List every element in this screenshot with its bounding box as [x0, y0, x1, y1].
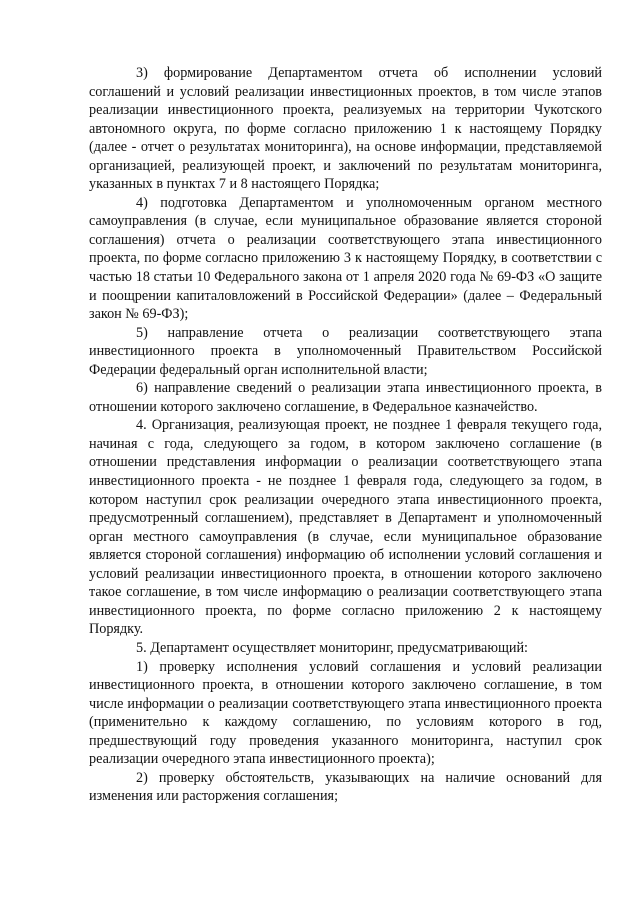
paragraph-clause-5-item-2: 2) проверку обстоятельств, указывающих на наличие оснований для изменения или расторжения соглашения;: [89, 769, 602, 805]
paragraph-clause-5: 5. Департамент осуществляет мониторинг, предусматривающий:: [136, 639, 528, 656]
paragraph-clause-4: 4. Организация, реализующая проект, не позднее 1 февраля текущего года, начиная с года, следующего за годом, в котором заключено соглашение (в отношении представления информации о реализации соответствующего этапа инвестиционного проекта - не позднее 1 февраля года, следующего за годом, в котором наступил срок реализации очередного этапа инвестиционного проекта, предусмотренный соглашением), представляет в Департамент и уполномоченный орган местного самоуправления (в случае, если муниципальное образование является стороной соглашения) информацию об исполнении условий соглашения и условий реализации инвестиционного проекта, в отношении которого заключено такое соглашение, в том числе информацию о реализации соответствующего этапа инвестиционного проекта, по форме согласно приложению 2 к настоящему Порядку.: [89, 417, 602, 638]
paragraph-item-4-preparation: 4) подготовка Департаментом и уполномоченным органом местного самоуправления (в случае, если муниципальное образование является стороной соглашения) отчета о реализации соответствующего этапа инвестиционного проекта, по форме согласно приложению 3 к настоящему Порядку, в соответствии с частью 18 статьи 10 Федерального закона от 1 апреля 2020 года № 69-ФЗ «О защите и поощрении капиталовложений в Российской Федерации» (далее – Федеральный закон № 69-ФЗ);: [89, 194, 602, 323]
paragraph-item-6-treasury: 6) направление сведений о реализации этапа инвестиционного проекта, в отношении которого заключено соглашение, в Федеральное казначейство.: [89, 380, 602, 415]
document-body: [89, 64, 602, 806]
paragraph-clause-5-item-1: 1) проверку исполнения условий соглашения и условий реализации инвестиционного проекта, в отношении которого заключено соглашение, в том числе информации о реализации соответствующего этапа инвестиционного проекта (применительно к каждому соглашению, по условиям которого в год, предшествующий году проведения указанного мониторинга, наступил срок реализации очередного этапа инвестиционного проекта);: [89, 658, 602, 768]
paragraph-item-3-report: 3) формирование Департаментом отчета об исполнении условий соглашений и условий реализации инвестиционных проектов, в том числе этапов реализации инвестиционного проекта, реализуемых на территории Чукотского автономного округа, по форме согласно приложению 1 к настоящему Порядку (далее - отчет о результатах мониторинга), на основе информации, представляемой организацией, реализующей проект, и заключений по результатам мониторинга, указанных в пунктах 7 и 8 настоящего Порядка;: [89, 65, 602, 193]
paragraph-item-5-submission: 5) направление отчета о реализации соответствующего этапа инвестиционного проекта в уполномоченный Правительством Российской Федерации федеральный орган исполнительной власти;: [89, 324, 602, 378]
